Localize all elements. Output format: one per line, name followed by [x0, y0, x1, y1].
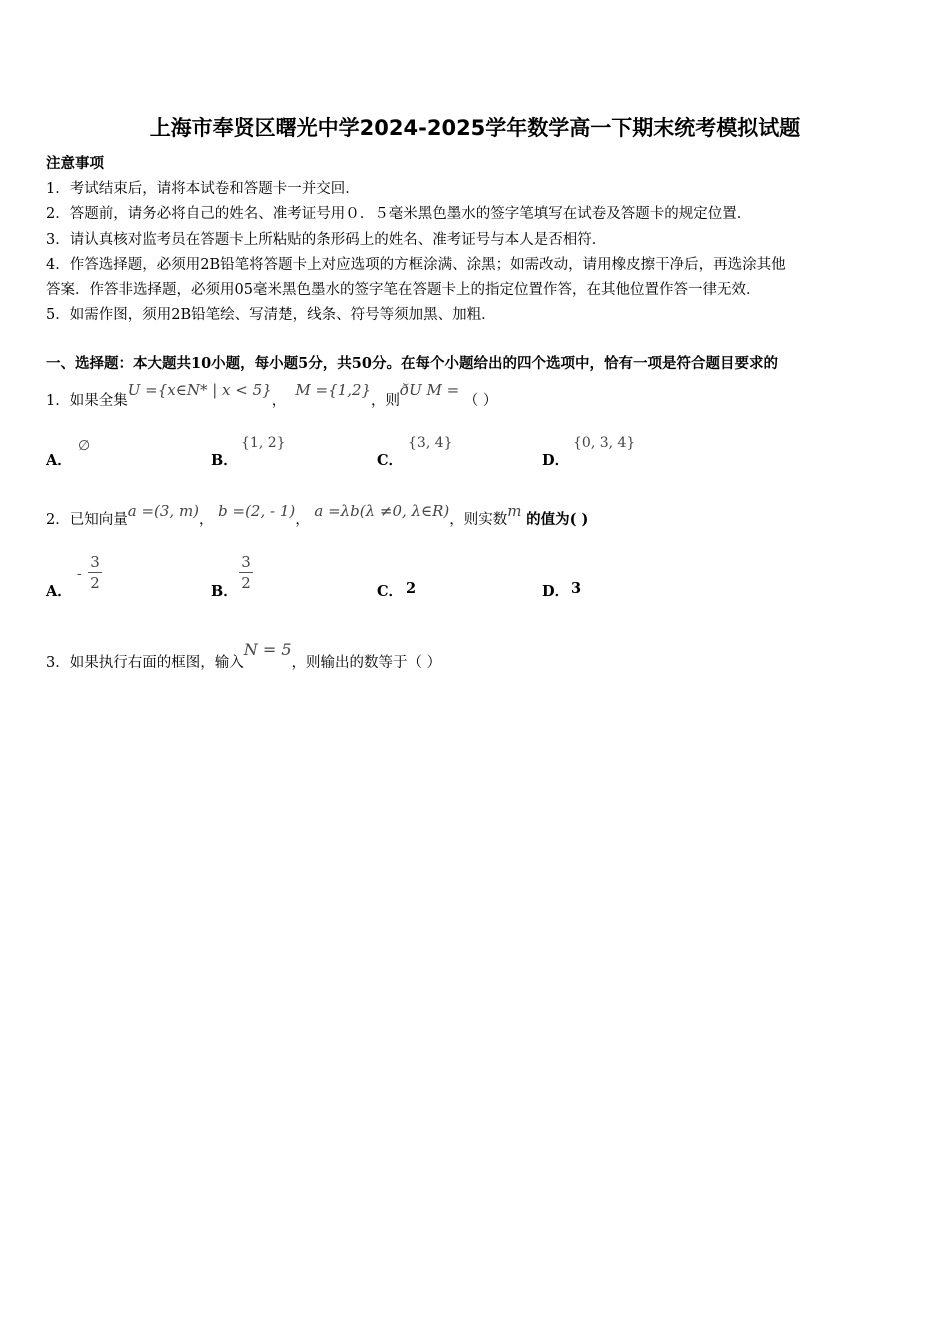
notice-item-5: 5．如需作图，须用2B铅笔绘、写清楚，线条、符号等须加黑、加粗． [46, 307, 496, 323]
notice-item-4: 4．作答选择题，必须用2B铅笔将答题卡上对应选项的方框涂满、涂黑；如需改动，请用橡皮擦干净后，再选涂其他 [46, 257, 786, 273]
q1-set-m: M ={1,2} [295, 381, 372, 399]
q1-then: ，则 [371, 393, 401, 409]
q2-option-b-numerator: 3 [241, 553, 251, 571]
q2-option-a-denominator: 2 [90, 574, 100, 592]
q2-option-b-denominator: 2 [241, 574, 251, 592]
q2-tail-2: 的值为( ) [526, 511, 589, 528]
q1-option-a-label: A． [46, 452, 72, 469]
q3-tail: ，则输出的数等于（ ） [291, 655, 442, 671]
notice-item-3: 3．请认真核对监考员在答题卡上所粘贴的条形码上的姓名、准考证号与本人是否相符． [46, 232, 607, 248]
q2-option-a-fraction [88, 553, 102, 592]
section-heading: 一、选择题：本大题共10小题，每小题5分，共50分。在每个小题给出的四个选项中，恰有一项是符合题目要求的 [46, 355, 778, 372]
notice-heading: 注意事项 [46, 155, 104, 172]
fraction-bar [88, 572, 102, 573]
fraction-bar [239, 572, 253, 573]
question-2 [46, 502, 589, 529]
question-1 [46, 381, 498, 410]
q1-complement: ðU M = [400, 381, 460, 399]
q1-option-c-value: {3, 4} [408, 435, 453, 451]
q1-option-c-label: C． [377, 452, 404, 469]
question-3 [46, 640, 442, 672]
q3-prefix: 3．如果执行右面的框图，输入 [46, 655, 244, 671]
q2-option-a-label: A． [46, 583, 72, 600]
q2-option-a-numerator: 3 [90, 553, 100, 571]
q2-vector-b: b =(2, - 1) [218, 502, 296, 520]
q2-option-c-label: C． [377, 583, 404, 600]
q1-option-d-label: D． [542, 452, 570, 469]
q2-option-d-label: D． [542, 583, 570, 600]
q3-input: N = 5 [243, 640, 292, 659]
page-title: 上海市奉贤区曙光中学2024-2025学年数学高一下期末统考模拟试题 [149, 116, 801, 140]
q1-prefix: 1．如果全集 [46, 393, 128, 409]
q2-option-c-value: 2 [406, 580, 417, 597]
q2-option-d-value: 3 [571, 580, 582, 597]
q2-prefix: 2．已知向量 [46, 512, 128, 528]
q1-option-d-value: {0, 3, 4} [573, 435, 636, 451]
notice-item-4-cont: 答案．作答非选择题，必须用05毫米黑色墨水的签字笔在答题卡上的指定位置作答，在其他位置作答一律无效． [46, 282, 761, 298]
q2-relation: a =λb(λ ≠0, λ∈R) [314, 502, 450, 520]
q1-option-b-value: {1, 2} [241, 435, 286, 451]
notice-item-1: 1．考试结束后，请将本试卷和答题卡一并交回． [46, 181, 360, 197]
notice-item-2: 2．答题前，请务必将自己的姓名、准考证号用０．５毫米黑色墨水的签字笔填写在试卷及答题卡的规定位置． [46, 206, 752, 222]
q1-set-u: U ={x∈N* | x < 5} [127, 381, 272, 399]
q1-paren: （ ） [463, 393, 498, 409]
q2-comma-2: ， [295, 512, 310, 528]
q2-tail-1: ，则实数 [449, 512, 508, 528]
q2-option-b-label: B． [211, 583, 238, 600]
q2-option-a-sign: - [77, 566, 82, 582]
q2-comma-1: ， [199, 512, 214, 528]
q2-vector-a: a =(3, m) [127, 502, 200, 520]
q1-option-a-value: ∅ [78, 438, 91, 454]
q2-variable: m [507, 502, 522, 520]
q2-option-b-fraction [239, 553, 253, 592]
q1-comma: ， [271, 393, 287, 409]
q1-option-b-label: B． [211, 452, 238, 469]
